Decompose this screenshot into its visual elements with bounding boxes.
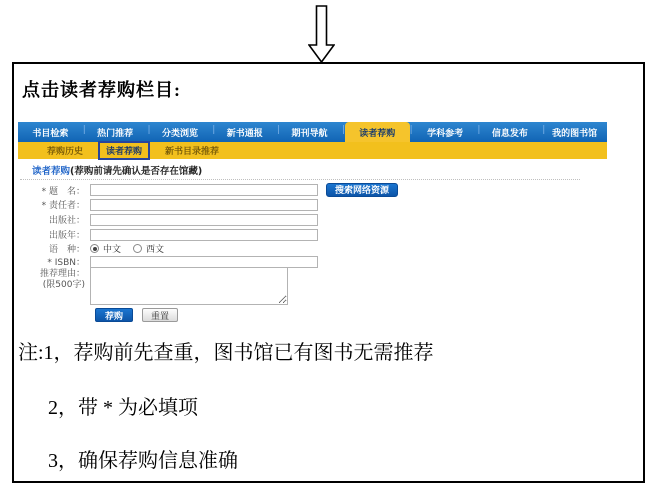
reason-hint: (限500字) — [42, 280, 85, 290]
publisher-label: 出版社： — [48, 216, 85, 226]
page-title: 点击读者荐购栏目: — [22, 80, 181, 100]
language-radio-chinese[interactable] — [90, 244, 99, 253]
subnav-reader-recommend[interactable]: 读者荐购 — [98, 141, 150, 160]
isbn-label: * ISBN： — [47, 258, 85, 268]
author-input[interactable] — [90, 199, 318, 211]
year-input[interactable] — [90, 229, 318, 241]
note-3: 3，确保荐购信息准确 — [48, 450, 238, 472]
sub-navbar — [18, 142, 607, 159]
reset-button[interactable]: 重置 — [142, 308, 178, 322]
website-screenshot — [18, 122, 607, 328]
form-row-language — [18, 242, 164, 255]
language-radio-western[interactable] — [133, 244, 142, 253]
nav-tab-new-books[interactable]: 新书通报 | — [212, 122, 277, 142]
nav-tab-info-release[interactable]: 信息发布 | — [477, 122, 542, 142]
nav-tab-hot-recommend[interactable]: 热门推荐 | — [83, 122, 148, 142]
language-label: 语 种： — [48, 245, 85, 255]
language-option-chinese-label: 中文 — [103, 245, 122, 255]
form-row-reason — [18, 267, 288, 305]
down-arrow-icon — [308, 5, 335, 63]
author-label: * 责任者： — [41, 201, 85, 211]
subnav-purchase-history[interactable]: 荐购历史 — [47, 147, 84, 157]
nav-tab-reader-recommend[interactable]: 读者荐购 | — [345, 122, 410, 142]
subnav-new-catalog-recommend[interactable]: 新书目录推荐 — [165, 147, 220, 157]
nav-tab-my-library[interactable]: 我的图书馆 — [552, 128, 598, 139]
form-row-title — [18, 183, 398, 197]
form-actions — [95, 308, 178, 322]
note-1: 注:1，荐购前先查重，图书馆已有图书无需推荐 — [18, 342, 434, 364]
isbn-input[interactable] — [90, 256, 318, 268]
language-option-western-label: 西文 — [146, 245, 165, 255]
section-heading-title: 读者荐购 — [32, 166, 71, 177]
nav-tab-category-browse[interactable]: 分类浏览 | — [148, 122, 213, 142]
web-search-button[interactable]: 搜索网络资源 — [326, 183, 398, 197]
reason-textarea[interactable] — [90, 267, 288, 305]
nav-tab-journal-nav[interactable]: 期刊导航 | — [277, 122, 342, 142]
note-2: 2，带 * 为必填项 — [48, 397, 198, 419]
year-label: 出版年： — [48, 231, 85, 241]
form-row-year — [18, 228, 318, 241]
instruction-box — [12, 62, 645, 483]
submit-button[interactable]: 荐购 — [95, 308, 133, 322]
reason-label: 推荐理由： (限500字) — [39, 269, 85, 290]
publisher-input[interactable] — [90, 214, 318, 226]
title-input[interactable] — [90, 184, 318, 196]
nav-tab-catalog-search[interactable]: 书目检索 | — [18, 122, 83, 142]
form-row-author — [18, 198, 318, 211]
section-heading-hint: (荐购前请先确认是否存在馆藏) — [70, 166, 203, 177]
dotted-divider — [20, 179, 580, 180]
title-label: * 题 名： — [41, 186, 85, 197]
nav-tab-subject-reference[interactable]: 学科参考 | — [413, 122, 478, 142]
form-row-publisher — [18, 213, 318, 226]
section-heading — [32, 163, 202, 177]
main-navbar — [18, 122, 607, 142]
